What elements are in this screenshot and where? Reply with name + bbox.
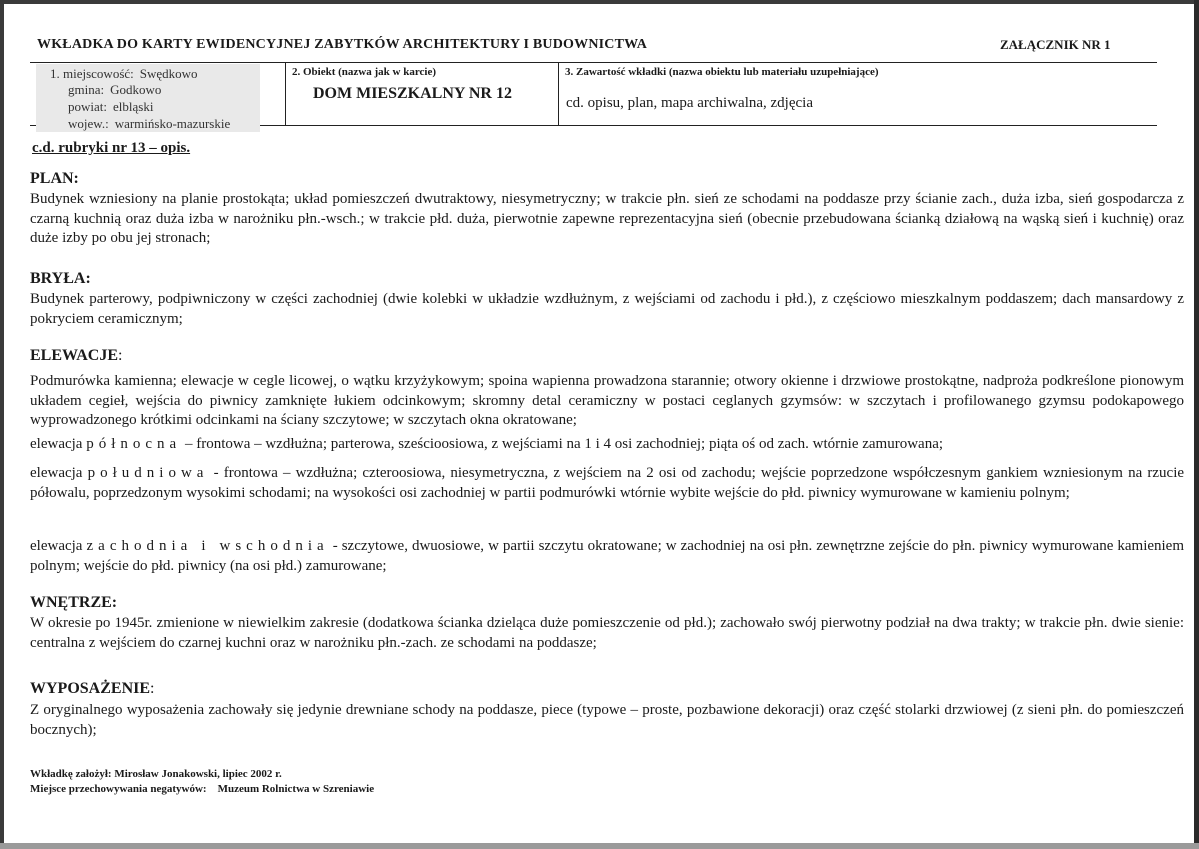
north-text: – frontowa – wzdłużna; parterowa, sześcioosiowa, z wejściami na 1 i 4 osi zachodniej; piąta oś od zach. wtórnie zamurowana; [184, 436, 944, 452]
elewacje-intro: Podmurówka kamienna; elewacje w cegle licowej, o wątku krzyżykowym; spoina wapienna prowadzona starannie; otwory okienne i drzwiowe prostokątne, nadproża podkreślone pionowym układem cegieł, wejścia do piwnicy zamknięte łukiem odcinkowym; skromny detal ceramiczny w postaci ceglanych gzymsów: w szczytach i profilowanego gzymsu podokapowego wyprowadzonego krótkimi odcinkami na ściany szczytowe; w szczytach okna okratowane; [30, 373, 1184, 428]
footer-author: Wkładkę założył: Mirosław Jonakowski, lipiec 2002 r. [30, 768, 282, 780]
west-name: zachodnia i wschodnia [86, 538, 329, 554]
object-name: DOM MIESZKALNY NR 12 [313, 85, 512, 102]
footer-negatives: Miejsce przechowywania negatywów: Muzeum Rolnictwa w Szreniawie [30, 783, 375, 795]
north-prefix: elewacja [30, 436, 83, 452]
place-value: Swędkowo [139, 66, 198, 81]
south-text: - frontowa – wzdłużna; czteroosiowa, niesymetryczna, z wejściem na 2 osi od zachodu; wejście poprzedzone współczesnym gankiem wzniesionym na rzucie półowalu, poprzedzonym wysokimi schodami; na wysokości osi zachodniej w partii podmurówki wtórnie wybite wejście do płd. piwnicy wymurowane w kamieniu polnym; [30, 465, 1185, 501]
plan-text: Budynek wzniesiony na planie prostokąta; układ pomieszczeń dwutraktowy, niesymetryczny; w trakcie płn. sień ze schodami na poddasze przy ścianie zach., duża izba, sień gospodarcza z czarną kuchnią oraz duża izba w narożniku płn.-wsch.; w trakcie płd. duża, pierwotnie zapewne reprezentacyjna sień (obecnie przebudowana ścianką działową na wąską sień i kuchnię) oraz duże izby po obu jej stronach; [30, 191, 1184, 246]
object-heading: 2. Obiekt (nazwa jak w karcie) [292, 66, 437, 78]
elewacje-heading [30, 347, 122, 365]
scan-edge-right [1194, 0, 1199, 849]
west-prefix: elewacja [30, 538, 83, 554]
location-county [68, 99, 153, 115]
section-reference: c.d. rubryki nr 13 – opis. [32, 140, 191, 156]
wyposazenie-text: Z oryginalnego wyposażenia zachowały się jedynie drewniane schody na poddasze, piece (typowe – proste, pozbawione dekoracji) oraz część stolarki drzwiowej (z sieni płn. do pomieszczeń bocznych); [30, 702, 1184, 738]
south-prefix: elewacja [30, 465, 83, 481]
contents-value: cd. opisu, plan, mapa archiwalna, zdjęcia [566, 95, 813, 111]
elewacja-polnocna [30, 435, 1184, 455]
voivodeship-label: wojew.: [68, 116, 109, 131]
header-table-divider-1 [285, 62, 286, 126]
county-value: elbląski [113, 99, 154, 114]
west-text: - szczytowe, dwuosiowe, w partii szczytu okratowane; w zachodniej na osi płn. zewnętrzne zejście do płn. piwnicy wymurowane kamieniem polnym; wejście do płd. piwnicy (na osi płd.) zamurowane; [30, 538, 1185, 574]
wyposazenie-heading-text: WYPOSAŻENIE [30, 680, 151, 697]
location-place [50, 66, 198, 82]
bryla-heading: BRYŁA: [30, 270, 91, 287]
scan-edge-top [0, 0, 1199, 4]
commune-label: gmina: [68, 82, 105, 97]
elewacje-heading-text: ELEWACJE [30, 347, 119, 364]
wyposazenie-heading-colon: : [150, 680, 155, 697]
contents-heading: 3. Zawartość wkładki (nazwa obiektu lub materiału uzupełniające) [565, 66, 879, 78]
attachment-number: ZAŁĄCZNIK NR 1 [1000, 37, 1111, 52]
scan-edge-bottom [0, 843, 1199, 849]
document-title: WKŁADKA DO KARTY EWIDENCYJNEJ ZABYTKÓW ARCHITEKTURY I BUDOWNICTWA [37, 37, 648, 52]
elewacje-heading-colon: : [118, 347, 123, 364]
county-label: powiat: [68, 99, 107, 114]
scan-edge-left [0, 0, 4, 849]
location-commune [68, 82, 161, 98]
voivodeship-value: warmińsko-mazurskie [114, 116, 231, 131]
header-table-divider-2 [558, 62, 559, 126]
north-name: północna [86, 436, 182, 452]
south-name: południowa [87, 465, 209, 481]
elewacja-zachodnia-wschodnia [30, 537, 1184, 576]
commune-value: Godkowo [110, 82, 162, 97]
wnetrze-text: W okresie po 1945r. zmienione w niewielkim zakresie (dodatkowa ścianka dzieląca duże pomieszczenie od płd.); zachowało swój pierwotny podział na dwa trakty; w trakcie płn. dwie sienie: centralna z wejściem do czarnej kuchni oraz w narożniku płn.-zach. ze schodami na poddasze; [30, 615, 1184, 651]
wyposazenie-heading [30, 680, 154, 698]
location-voivodeship [68, 116, 230, 132]
elewacja-poludniowa [30, 464, 1184, 503]
header-table-top-rule [30, 62, 1157, 63]
plan-heading: PLAN: [30, 170, 79, 187]
wnetrze-heading: WNĘTRZE: [30, 594, 118, 611]
place-label: 1. miejscowość: [50, 66, 134, 81]
bryla-text: Budynek parterowy, podpiwniczony w części zachodniej (dwie kolebki w układzie wzdłużnym, z wejściami od zachodu i płd.), z częściowo mieszkalnym poddaszem; dach mansardowy z pokryciem ceramicznym; [30, 291, 1184, 327]
